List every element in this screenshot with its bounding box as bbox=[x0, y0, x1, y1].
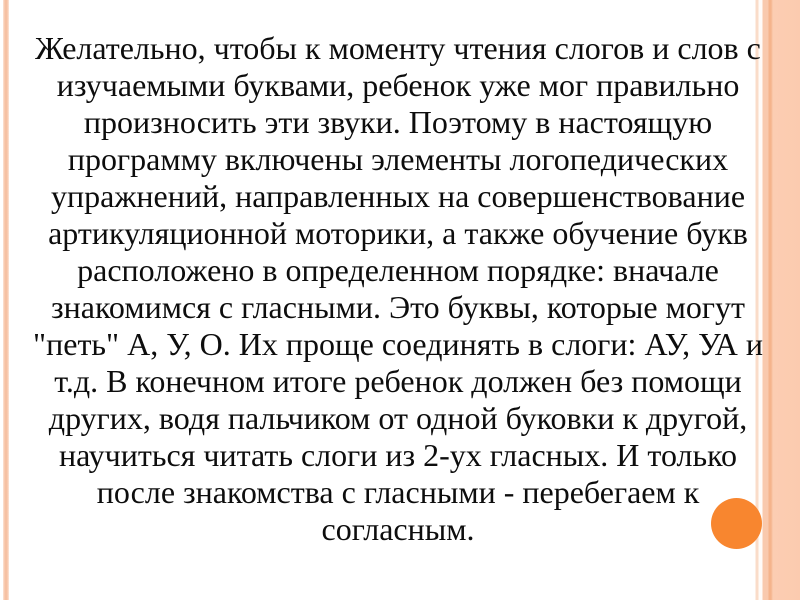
body-text-line: расположено в определенном порядке: вначале bbox=[77, 252, 719, 288]
body-text-line: после знакомства с гласными - перебегаем к bbox=[96, 474, 700, 510]
left-border-stripe bbox=[3, 0, 9, 600]
body-text-line: произносить эти звуки. Поэтому в настоящую bbox=[83, 104, 713, 140]
body-text-line: артикуляционной моторики, а также обучение букв bbox=[48, 215, 748, 251]
body-text-line: Желательно, чтобы к моменту чтения слогов и слов с bbox=[35, 30, 761, 66]
body-text bbox=[24, 30, 772, 548]
body-text-line: согласным. bbox=[321, 511, 475, 547]
body-text-line: упражнений, направленных на совершенствование bbox=[50, 178, 746, 214]
body-text-line: "петь" А, У, О. Их проще соединять в слоги: АУ, УА и bbox=[33, 326, 763, 362]
body-text-line: других, водя пальчиком от одной буковки к другой, bbox=[48, 400, 748, 436]
body-text-line: программу включены элементы логопедических bbox=[67, 141, 729, 177]
body-text-line: изучаемыми буквами, ребенок уже мог правильно bbox=[56, 67, 740, 103]
body-text-line: научиться читать слоги из 2-ух гласных. И только bbox=[58, 437, 738, 473]
body-text-line: знакомимся с гласными. Это буквы, которые могут bbox=[51, 289, 745, 325]
body-text-line: т.д. В конечном итоге ребенок должен без помощи bbox=[54, 363, 742, 399]
